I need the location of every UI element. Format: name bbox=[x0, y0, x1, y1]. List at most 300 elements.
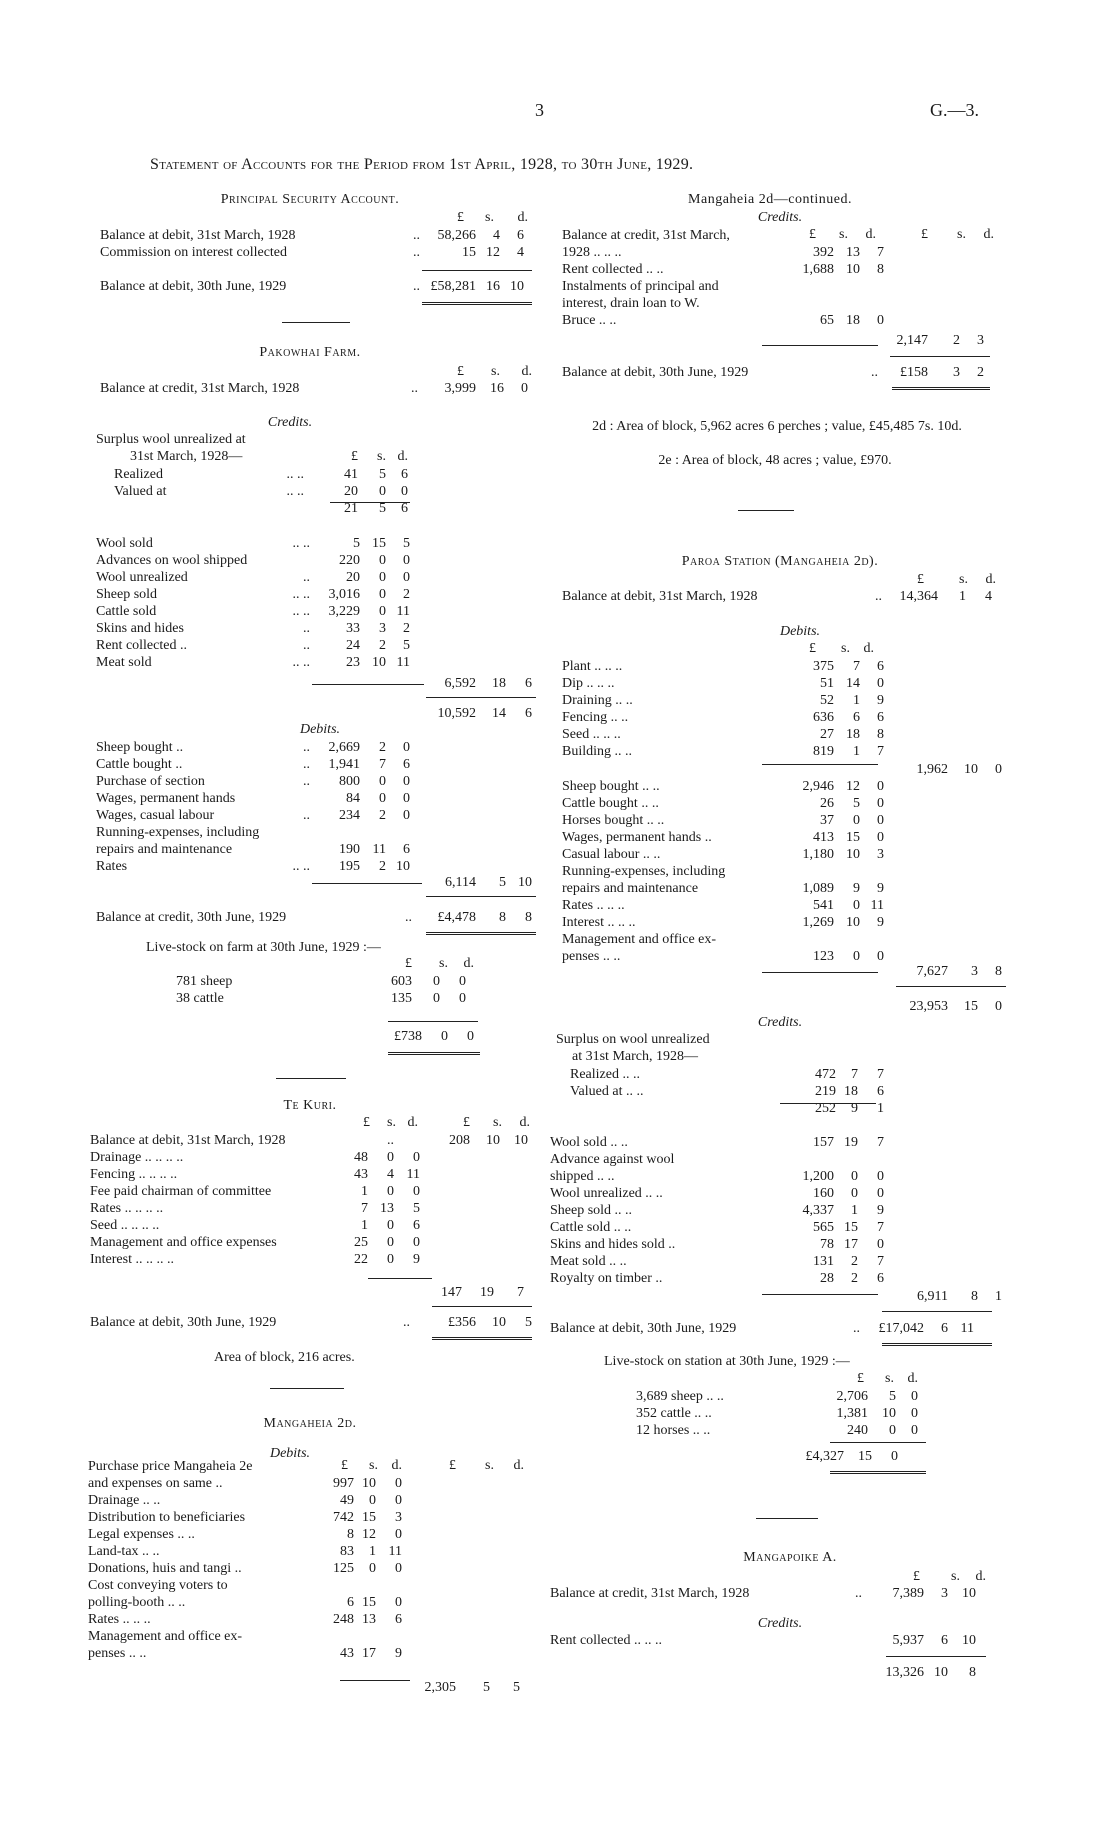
account-row bbox=[550, 1202, 1110, 1219]
row-shillings: 0 bbox=[433, 991, 440, 1006]
account-row bbox=[636, 1388, 1106, 1405]
row-pounds: 33 bbox=[346, 621, 360, 636]
row-label: Cattle bought .. .. bbox=[562, 796, 659, 811]
row-pounds: 636 bbox=[813, 710, 834, 725]
row-leader: .. bbox=[303, 757, 310, 772]
mpa-opening: Balance at credit, 31st March, 1928 .. 7,389 3 10 bbox=[550, 1586, 976, 1601]
row-shillings: 19 bbox=[844, 1135, 858, 1150]
row-label: Skins and hides sold .. bbox=[550, 1237, 676, 1252]
row-label: Realized .. .. bbox=[570, 1067, 640, 1082]
account-row bbox=[562, 227, 1112, 244]
row-pounds: 20 bbox=[346, 570, 360, 585]
pak-combined: 10,592 14 6 bbox=[437, 706, 532, 721]
row-leader: .. .. bbox=[292, 859, 310, 874]
row-pounds: 234 bbox=[339, 808, 360, 823]
right-column bbox=[550, 0, 1114, 1841]
row-pounds: 252 bbox=[815, 1101, 836, 1116]
row-label: Purchase of section bbox=[96, 774, 205, 789]
account-row bbox=[90, 1183, 560, 1200]
account-row bbox=[562, 692, 1112, 709]
account-row bbox=[96, 569, 556, 586]
row-label: Running-expenses, including bbox=[96, 825, 260, 840]
row-label: Wool unrealized .. .. bbox=[550, 1186, 663, 1201]
pak-debit-rows bbox=[96, 739, 556, 875]
pak-sub-rows bbox=[114, 466, 554, 517]
row-shillings: 0 bbox=[379, 484, 386, 499]
row-shillings: 0 bbox=[433, 974, 440, 989]
account-row bbox=[562, 261, 1112, 278]
row-pence: 6 bbox=[395, 1612, 402, 1627]
row-leader: .. bbox=[303, 621, 310, 636]
account-row bbox=[88, 1628, 558, 1645]
row-pounds: 20 bbox=[344, 484, 358, 499]
paroa-heading: Paroa Station (Mangaheia 2d). bbox=[681, 554, 879, 569]
account-row bbox=[88, 1543, 558, 1560]
row-label: Rent collected .. bbox=[96, 638, 187, 653]
row-label: Royalty on timber .. bbox=[550, 1271, 663, 1286]
pak-livestock-header: £ s. d. bbox=[405, 956, 474, 971]
row-label: Fencing .. .. .. .. bbox=[90, 1167, 178, 1182]
row-label: Drainage .. .. bbox=[88, 1493, 161, 1508]
row-pence: 11 bbox=[406, 1167, 420, 1182]
row-leader: .. .. bbox=[292, 604, 310, 619]
pak-debit-total: 6,114 5 10 bbox=[445, 875, 532, 890]
row-shillings: 13 bbox=[380, 1201, 394, 1216]
row-pounds: 1,269 bbox=[802, 915, 834, 930]
row-pounds: 541 bbox=[813, 898, 834, 913]
row-label: Cattle bought .. bbox=[96, 757, 183, 772]
account-row bbox=[550, 1185, 1110, 1202]
row-shillings: 4 bbox=[387, 1167, 394, 1182]
row-pounds: 131 bbox=[813, 1254, 834, 1269]
row-label: Advance against wool bbox=[550, 1152, 675, 1167]
row-pence: 6 bbox=[877, 1084, 884, 1099]
paroa-closing: Balance at debit, 30th June, 1929 .. £17,042 6 11 bbox=[550, 1321, 974, 1336]
row-pence: 8 bbox=[877, 727, 884, 742]
m2d-rows bbox=[88, 1458, 558, 1662]
row-pence: 5 bbox=[413, 1201, 420, 1216]
paroa-lsd-header: £ s. d. bbox=[917, 572, 996, 587]
row-leader: .. bbox=[303, 740, 310, 755]
account-row bbox=[562, 863, 1112, 880]
row-pence: 7 bbox=[877, 1135, 884, 1150]
row-leader: .. bbox=[303, 570, 310, 585]
row-leader: .. .. bbox=[292, 587, 310, 602]
row-leader: .. .. bbox=[286, 467, 304, 482]
row-shillings: 0 bbox=[387, 1150, 394, 1165]
row-pounds: 819 bbox=[813, 744, 834, 759]
row-label: Wages, permanent hands .. bbox=[562, 830, 712, 845]
row-pounds: 27 bbox=[820, 727, 834, 742]
pak-livestock-heading: Live-stock on farm at 30th June, 1929 :— bbox=[146, 940, 381, 955]
account-row bbox=[96, 603, 556, 620]
row-pounds: 3,016 bbox=[328, 587, 360, 602]
row-leader: .. .. bbox=[286, 484, 304, 499]
row-pence: 0 bbox=[395, 1561, 402, 1576]
account-row bbox=[88, 1458, 558, 1475]
account-row bbox=[96, 807, 556, 824]
row-pence: 6 bbox=[877, 1271, 884, 1286]
mpa-total: 13,326 10 8 bbox=[885, 1665, 976, 1680]
row-pence: 2 bbox=[403, 587, 410, 602]
row-shillings: 10 bbox=[846, 262, 860, 277]
row-label: 12 horses .. .. bbox=[636, 1423, 711, 1438]
row-label: Management and office expenses bbox=[90, 1235, 277, 1250]
row-pounds: 1 bbox=[361, 1184, 368, 1199]
row-label: Donations, huis and tangi .. bbox=[88, 1561, 242, 1576]
m2d-lsd-header: £ s. d. £ s. d. bbox=[341, 1458, 524, 1473]
account-row bbox=[550, 1134, 1110, 1151]
row-leader: .. .. bbox=[292, 655, 310, 670]
account-row bbox=[562, 795, 1112, 812]
row-pence: 6 bbox=[403, 842, 410, 857]
account-row bbox=[88, 1594, 558, 1611]
row-label: Seed .. .. .. .. bbox=[90, 1218, 160, 1233]
row-pence: 0 bbox=[911, 1406, 918, 1421]
row-pounds: 240 bbox=[847, 1423, 868, 1438]
row-label: 781 sheep bbox=[176, 974, 233, 989]
page-number: 3 bbox=[535, 100, 544, 120]
row-pounds: 997 bbox=[333, 1476, 354, 1491]
tekuri-closing: Balance at debit, 30th June, 1929 .. £356 10 5 bbox=[90, 1315, 532, 1330]
row-pounds: 48 bbox=[354, 1150, 368, 1165]
row-shillings: 0 bbox=[387, 1218, 394, 1233]
row-total-pounds: 208 bbox=[449, 1133, 470, 1148]
row-pence: 0 bbox=[459, 974, 466, 989]
row-pounds: 2,946 bbox=[802, 779, 834, 794]
row-label: Wool unrealized bbox=[96, 570, 188, 585]
row-label: repairs and maintenance bbox=[96, 842, 233, 857]
row-label: repairs and maintenance bbox=[562, 881, 699, 896]
account-row bbox=[562, 709, 1112, 726]
row-pence: 11 bbox=[870, 898, 884, 913]
row-pounds: 25 bbox=[354, 1235, 368, 1250]
row-label: Wages, permanent hands bbox=[96, 791, 236, 806]
row-pounds: 3,229 bbox=[328, 604, 360, 619]
row-pence: 0 bbox=[877, 313, 884, 328]
account-row bbox=[176, 990, 556, 1007]
row-pence: 6 bbox=[401, 501, 408, 516]
row-label: Management and office ex- bbox=[88, 1629, 243, 1644]
row-leader: .. bbox=[303, 638, 310, 653]
row-pence: 6 bbox=[401, 467, 408, 482]
row-label: 3,689 sheep .. .. bbox=[636, 1389, 724, 1404]
account-row bbox=[96, 841, 556, 858]
row-shillings: 10 bbox=[882, 1406, 896, 1421]
row-pounds: 65 bbox=[820, 313, 834, 328]
row-pounds: 52 bbox=[820, 693, 834, 708]
account-row bbox=[550, 1219, 1110, 1236]
tekuri-total: 147 19 7 bbox=[441, 1285, 524, 1300]
row-pounds: 219 bbox=[815, 1084, 836, 1099]
row-shillings: 10 bbox=[372, 655, 386, 670]
m2dc-heading: Mangaheia 2d—continued. bbox=[688, 192, 852, 207]
account-row bbox=[550, 1236, 1110, 1253]
row-pounds: 84 bbox=[346, 791, 360, 806]
row-pence: 0 bbox=[877, 1169, 884, 1184]
row-pounds: 7 bbox=[361, 1201, 368, 1216]
paroa-surplus-1: Surplus on wool unrealized bbox=[556, 1032, 710, 1047]
row-label: Horses bought .. .. bbox=[562, 813, 665, 828]
row-leader: .. .. bbox=[292, 536, 310, 551]
account-row bbox=[562, 931, 1112, 948]
tekuri-rows bbox=[90, 1132, 560, 1268]
row-pounds: 83 bbox=[340, 1544, 354, 1559]
row-shillings: 5 bbox=[379, 467, 386, 482]
row-pounds: 6 bbox=[347, 1595, 354, 1610]
row-pence: 9 bbox=[877, 915, 884, 930]
account-row bbox=[88, 1611, 558, 1628]
account-row bbox=[88, 1645, 558, 1662]
mpa-credits-label: Credits. bbox=[757, 1616, 803, 1631]
row-label: Sheep sold bbox=[96, 587, 158, 602]
row-pence: 0 bbox=[459, 991, 466, 1006]
account-row bbox=[90, 1217, 560, 1234]
account-row bbox=[562, 880, 1112, 897]
row-pence: 11 bbox=[396, 604, 410, 619]
row-pence: 6 bbox=[413, 1218, 420, 1233]
row-pence: 0 bbox=[395, 1595, 402, 1610]
paroa-livestock-rows bbox=[636, 1388, 1106, 1439]
page-title: Statement of Accounts for the Period from 1st April, 1928, to 30th June, 1929. bbox=[150, 156, 694, 173]
account-row bbox=[88, 1560, 558, 1577]
mpa-rent: Rent collected .. .. .. 5,937 6 10 bbox=[550, 1633, 976, 1648]
row-shillings: 0 bbox=[379, 791, 386, 806]
pak-sub-header: £ s. d. bbox=[351, 449, 408, 464]
account-row bbox=[114, 466, 554, 483]
row-pounds: 1,089 bbox=[802, 881, 834, 896]
row-label: Rates bbox=[96, 859, 128, 874]
row-pounds: 190 bbox=[339, 842, 360, 857]
row-pounds: 1,381 bbox=[836, 1406, 868, 1421]
row-total-pence: 10 bbox=[514, 1133, 528, 1148]
account-row bbox=[88, 1577, 558, 1594]
account-row bbox=[562, 778, 1112, 795]
account-row bbox=[88, 1509, 558, 1526]
account-row bbox=[88, 1492, 558, 1509]
pak-credit-rows bbox=[96, 535, 556, 671]
row-label: Balance at credit, 31st March, bbox=[562, 228, 730, 243]
row-pounds: 41 bbox=[344, 467, 358, 482]
row-label: Meat sold bbox=[96, 655, 152, 670]
mpa-heading: Mangapoike A. bbox=[743, 1550, 837, 1565]
row-shillings: 10 bbox=[846, 847, 860, 862]
psa-row: Balance at debit, 31st March, 1928 .. 58,266 4 6 bbox=[100, 228, 524, 243]
row-label: Sheep bought .. .. bbox=[562, 779, 660, 794]
pak-opening: Balance at credit, 31st March, 1928 .. 3,999 16 0 bbox=[100, 381, 528, 396]
paroa-group2-rows bbox=[562, 778, 1112, 965]
row-pounds: 220 bbox=[339, 553, 360, 568]
row-pence: 0 bbox=[403, 791, 410, 806]
paroa-opening: Balance at debit, 31st March, 1928 .. 14,364 1 4 bbox=[562, 589, 992, 604]
row-pounds: 8 bbox=[347, 1527, 354, 1542]
row-label: Sheep bought .. bbox=[96, 740, 184, 755]
row-label: Plant .. .. .. bbox=[562, 659, 623, 674]
paroa-debits-header: £ s. d. bbox=[809, 641, 874, 656]
row-shillings: 9 bbox=[851, 1101, 858, 1116]
m2e-area-note: 2e : Area of block, 48 acres ; value, £970. bbox=[658, 453, 892, 468]
row-pounds: 413 bbox=[813, 830, 834, 845]
account-row bbox=[570, 1066, 1110, 1083]
account-row bbox=[570, 1083, 1110, 1100]
row-pence: 0 bbox=[403, 808, 410, 823]
row-label: Land-tax .. .. bbox=[88, 1544, 160, 1559]
paroa-credit-rows bbox=[550, 1134, 1110, 1287]
account-row bbox=[562, 846, 1112, 863]
row-label: Drainage .. .. .. .. bbox=[90, 1150, 184, 1165]
account-row bbox=[88, 1526, 558, 1543]
row-pounds: 4,337 bbox=[802, 1203, 834, 1218]
row-pence: 8 bbox=[877, 262, 884, 277]
row-shillings: 7 bbox=[853, 659, 860, 674]
row-pounds: 23 bbox=[346, 655, 360, 670]
row-pounds: 49 bbox=[340, 1493, 354, 1508]
paroa-group1-rows bbox=[562, 658, 1112, 760]
paroa-group2-total: 7,627 3 8 bbox=[916, 964, 1002, 979]
paroa-livestock-total: £4,327 15 0 bbox=[805, 1449, 898, 1464]
row-pence: 5 bbox=[403, 638, 410, 653]
paroa-credit-total: 6,911 8 1 bbox=[917, 1289, 1002, 1304]
row-label: Seed .. .. .. bbox=[562, 727, 621, 742]
row-label: Building .. .. bbox=[562, 744, 633, 759]
row-label: Wool sold bbox=[96, 536, 153, 551]
row-shillings: 0 bbox=[379, 553, 386, 568]
row-shillings: 2 bbox=[379, 638, 386, 653]
row-pounds: 160 bbox=[813, 1186, 834, 1201]
row-label: 352 cattle .. .. bbox=[636, 1406, 712, 1421]
row-shillings: 18 bbox=[844, 1084, 858, 1099]
account-row bbox=[96, 535, 556, 552]
row-pounds: 78 bbox=[820, 1237, 834, 1252]
account-row bbox=[96, 586, 556, 603]
row-label: Valued at .. .. bbox=[570, 1084, 644, 1099]
pak-closing: Balance at credit, 30th June, 1929 .. £4,478 8 8 bbox=[96, 910, 532, 925]
row-shillings: 0 bbox=[379, 570, 386, 585]
account-row bbox=[562, 295, 1112, 312]
account-row bbox=[562, 312, 1112, 329]
row-pence: 0 bbox=[403, 553, 410, 568]
account-row bbox=[96, 824, 556, 841]
row-label: shipped .. .. bbox=[550, 1169, 615, 1184]
paroa-livestock-header: £ s. d. bbox=[857, 1371, 918, 1386]
row-shillings: 0 bbox=[379, 774, 386, 789]
mpa-lsd-header: £ s. d. bbox=[913, 1569, 986, 1584]
row-pence: 6 bbox=[877, 659, 884, 674]
row-shillings: 2 bbox=[379, 740, 386, 755]
account-row bbox=[96, 858, 556, 875]
pak-heading: Pakowhai Farm. bbox=[259, 345, 361, 360]
account-row bbox=[90, 1132, 560, 1149]
row-shillings: .. bbox=[387, 1133, 394, 1148]
row-pounds: 157 bbox=[813, 1135, 834, 1150]
row-label: Draining .. .. bbox=[562, 693, 633, 708]
row-total-shillings: 10 bbox=[486, 1133, 500, 1148]
row-pounds: 22 bbox=[354, 1252, 368, 1267]
row-pounds: 2,669 bbox=[328, 740, 360, 755]
account-row bbox=[96, 756, 556, 773]
row-pounds: 392 bbox=[813, 245, 834, 260]
row-pounds: 28 bbox=[820, 1271, 834, 1286]
m2dc-closing: Balance at debit, 30th June, 1929 .. £158 3 2 bbox=[562, 365, 984, 380]
page-reference: G.—3. bbox=[930, 100, 979, 120]
row-shillings: 14 bbox=[846, 676, 860, 691]
row-pence: 6 bbox=[877, 710, 884, 725]
row-label: Instalments of principal and bbox=[562, 279, 719, 294]
account-row bbox=[90, 1251, 560, 1268]
pak-livestock-rows bbox=[176, 973, 556, 1007]
tekuri-area: Area of block, 216 acres. bbox=[214, 1350, 355, 1365]
row-label: Balance at debit, 31st March, 1928 bbox=[90, 1133, 286, 1148]
row-label: Management and office ex- bbox=[562, 932, 717, 947]
m2d-heading: Mangaheia 2d. bbox=[263, 1416, 357, 1431]
row-label: interest, drain loan to W. bbox=[562, 296, 700, 311]
row-pence: 5 bbox=[403, 536, 410, 551]
paroa-debits-label: Debits. bbox=[779, 624, 821, 639]
row-shillings: 0 bbox=[379, 587, 386, 602]
row-shillings: 0 bbox=[387, 1252, 394, 1267]
account-row bbox=[96, 790, 556, 807]
row-shillings: 7 bbox=[379, 757, 386, 772]
row-label: penses .. .. bbox=[562, 949, 621, 964]
row-pounds: 2,706 bbox=[836, 1389, 868, 1404]
row-shillings: 1 bbox=[853, 744, 860, 759]
row-pounds: 472 bbox=[815, 1067, 836, 1082]
account-row bbox=[90, 1200, 560, 1217]
row-shillings: 0 bbox=[387, 1235, 394, 1250]
row-pence: 7 bbox=[877, 1254, 884, 1269]
row-pence: 0 bbox=[877, 779, 884, 794]
row-pence: 0 bbox=[877, 813, 884, 828]
row-shillings: 5 bbox=[853, 796, 860, 811]
row-label: and expenses on same .. bbox=[88, 1476, 223, 1491]
row-label: penses .. .. bbox=[88, 1646, 147, 1661]
pak-lsd-header: £ s. d. bbox=[457, 364, 532, 379]
pak-debits-label: Debits. bbox=[299, 722, 341, 737]
row-shillings: 15 bbox=[362, 1595, 376, 1610]
row-leader: .. bbox=[303, 808, 310, 823]
account-row bbox=[562, 743, 1112, 760]
row-label: 38 cattle bbox=[176, 991, 224, 1006]
row-pounds: 1 bbox=[361, 1218, 368, 1233]
account-row bbox=[550, 1270, 1110, 1287]
row-shillings: 10 bbox=[362, 1476, 376, 1491]
row-shillings: 11 bbox=[372, 842, 386, 857]
row-pence: 3 bbox=[395, 1510, 402, 1525]
row-pence: 0 bbox=[877, 1237, 884, 1252]
row-pence: 9 bbox=[877, 881, 884, 896]
row-label: Interest .. .. .. .. bbox=[90, 1252, 174, 1267]
row-shillings: 10 bbox=[846, 915, 860, 930]
m2dc-rows bbox=[562, 227, 1112, 329]
row-shillings: 15 bbox=[362, 1510, 376, 1525]
psa-lsd-header: £ s. d. bbox=[457, 210, 528, 225]
m2d-total: 2,305 5 5 bbox=[424, 1680, 520, 1695]
row-label: Dip .. .. .. bbox=[562, 676, 615, 691]
account-row bbox=[114, 483, 554, 500]
row-pence: 9 bbox=[413, 1252, 420, 1267]
row-label: Valued at bbox=[114, 484, 167, 499]
row-shillings: 12 bbox=[362, 1527, 376, 1542]
row-pence: 0 bbox=[395, 1476, 402, 1491]
row-label: Fee paid chairman of committee bbox=[90, 1184, 272, 1199]
row-label: Cost conveying voters to bbox=[88, 1578, 228, 1593]
pak-credit-total: 6,592 18 6 bbox=[444, 676, 532, 691]
row-pence: 0 bbox=[877, 1186, 884, 1201]
row-pence: 9 bbox=[877, 693, 884, 708]
row-pounds: 26 bbox=[820, 796, 834, 811]
psa-heading: Principal Security Account. bbox=[220, 192, 400, 207]
m2dc-credits-label: Credits. bbox=[757, 210, 803, 225]
